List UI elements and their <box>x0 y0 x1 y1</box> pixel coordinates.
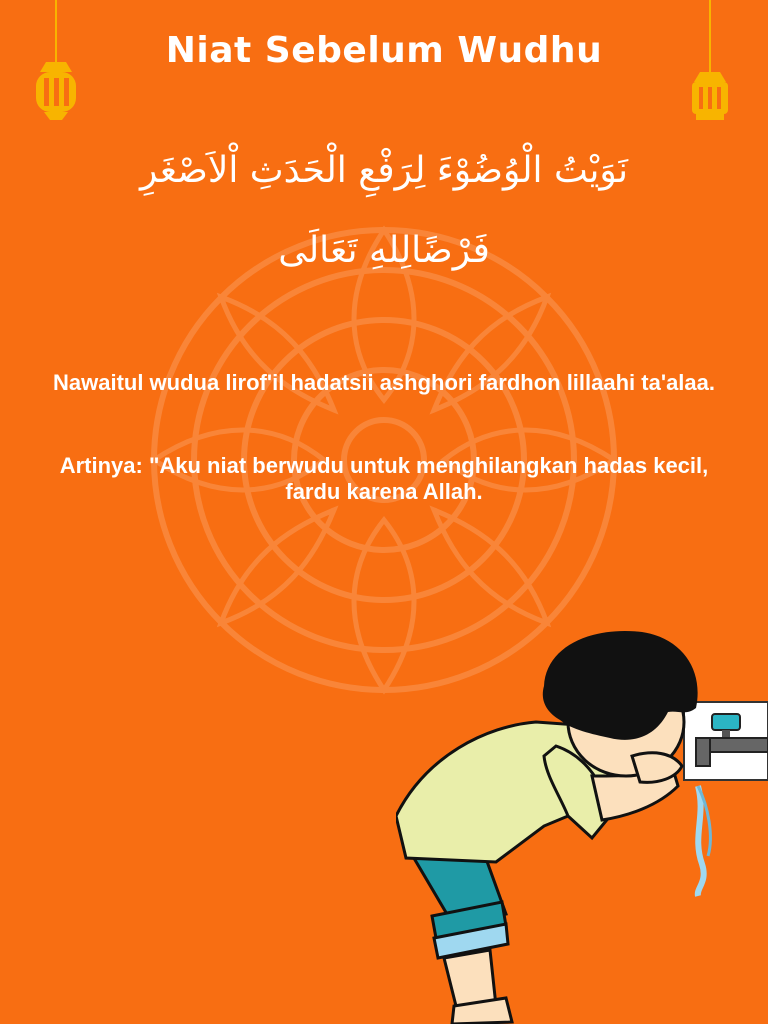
boy-wudhu-illustration <box>396 626 768 1024</box>
transliteration-text: Nawaitul wudua lirof'il hadatsii ashghori fardhon lillaahi ta'alaa. <box>52 370 716 395</box>
faucet-icon <box>684 702 768 780</box>
page-title: Niat Sebelum Wudhu <box>165 30 603 71</box>
arabic-niat-line-1: نَوَيْتُ الْوُضُوْءَ لِرَفْعِ الْحَدَثِ اْلاَصْغَرِ <box>140 150 628 191</box>
translation-text: Artinya: "Aku niat berwudu untuk menghilangkan hadas kecil, fardu karena Allah. <box>59 453 709 504</box>
arabic-niat-line-2: فَرْضًالِلهِ تَعَالَى <box>278 230 490 271</box>
